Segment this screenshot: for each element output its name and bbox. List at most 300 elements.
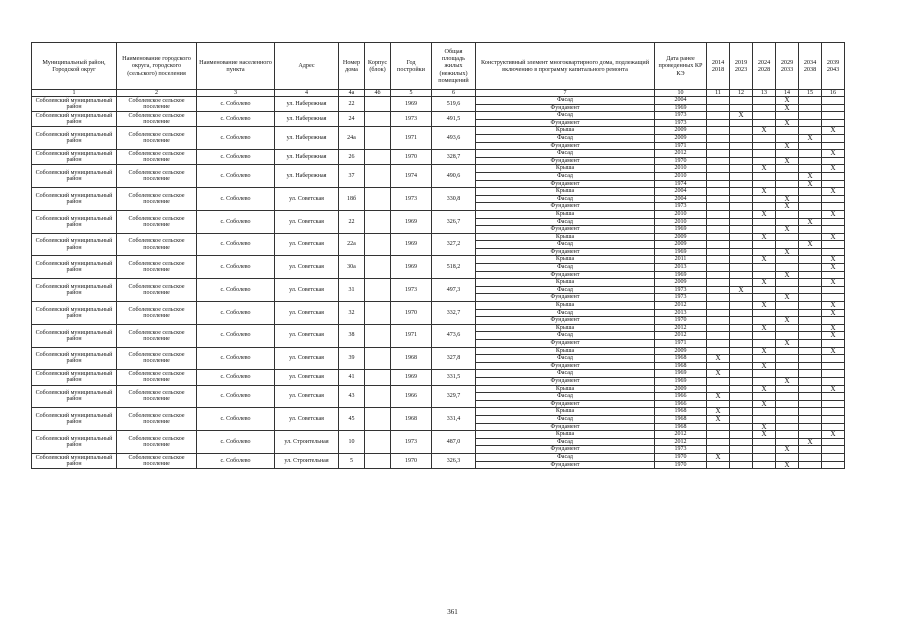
district-cell: Соболевский муниципальный район — [32, 188, 117, 211]
period-mark-cell: X — [776, 142, 799, 150]
period-mark-cell: X — [822, 309, 845, 317]
period-mark-cell — [799, 362, 822, 370]
period-mark-cell — [799, 256, 822, 264]
repair-date-cell: 1970 — [655, 317, 707, 325]
period-mark-cell — [799, 210, 822, 218]
period-mark-cell — [799, 324, 822, 332]
period-mark-cell: X — [822, 188, 845, 196]
column-header: 2039 2043 — [822, 43, 845, 90]
period-mark-cell: X — [753, 347, 776, 355]
period-mark-cell — [799, 446, 822, 454]
column-header: Муниципальный район, Городской округ — [32, 43, 117, 90]
period-mark-cell — [799, 119, 822, 127]
period-mark-cell — [730, 233, 753, 241]
build-year-cell: 1969 — [391, 97, 432, 112]
period-mark-cell: X — [799, 218, 822, 226]
repair-date-cell: 2010 — [655, 165, 707, 173]
element-cell: Крыша — [476, 302, 655, 310]
period-mark-cell — [822, 393, 845, 401]
element-cell: Фасад — [476, 134, 655, 142]
period-mark-cell — [707, 241, 730, 249]
column-number: 14 — [776, 90, 799, 97]
house-number-cell: 22 — [339, 97, 365, 112]
corpus-cell — [365, 112, 391, 127]
settlement-cell: Соболевское сельское поселение — [117, 302, 197, 325]
repair-date-cell: 1974 — [655, 180, 707, 188]
house-number-cell: 37 — [339, 165, 365, 188]
period-mark-cell — [776, 172, 799, 180]
element-cell: Фасад — [476, 393, 655, 401]
repair-date-cell: 2009 — [655, 347, 707, 355]
district-cell: Соболевский муниципальный район — [32, 302, 117, 325]
house-number-cell: 30а — [339, 256, 365, 279]
period-mark-cell — [753, 340, 776, 348]
period-mark-cell — [822, 446, 845, 454]
build-year-cell: 1971 — [391, 127, 432, 150]
period-mark-cell — [707, 180, 730, 188]
document-sheet — [31, 42, 844, 469]
element-cell: Фасад — [476, 355, 655, 363]
corpus-cell — [365, 256, 391, 279]
district-cell: Соболевский муниципальный район — [32, 112, 117, 127]
period-mark-cell — [707, 165, 730, 173]
period-mark-cell — [707, 157, 730, 165]
repair-date-cell: 1969 — [655, 226, 707, 234]
area-cell: 328,7 — [432, 150, 476, 165]
period-mark-cell: X — [776, 294, 799, 302]
period-mark-cell — [707, 294, 730, 302]
address-cell: ул. Строительная — [275, 431, 339, 454]
period-mark-cell: X — [707, 453, 730, 461]
element-cell: Фасад — [476, 97, 655, 105]
element-cell: Фундамент — [476, 104, 655, 112]
period-mark-cell — [707, 286, 730, 294]
address-cell: ул. Советская — [275, 210, 339, 233]
build-year-cell: 1973 — [391, 188, 432, 211]
period-mark-cell — [776, 438, 799, 446]
area-cell: 490,6 — [432, 165, 476, 188]
period-mark-cell — [799, 370, 822, 378]
period-mark-cell — [707, 423, 730, 431]
repair-date-cell: 1973 — [655, 294, 707, 302]
table-row — [32, 256, 845, 264]
repair-date-cell: 1973 — [655, 119, 707, 127]
repair-date-cell: 2012 — [655, 150, 707, 158]
period-mark-cell: X — [822, 150, 845, 158]
period-mark-cell — [730, 188, 753, 196]
period-mark-cell: X — [799, 438, 822, 446]
element-cell: Фундамент — [476, 203, 655, 211]
build-year-cell: 1973 — [391, 279, 432, 302]
build-year-cell: 1970 — [391, 453, 432, 468]
table-row — [32, 302, 845, 310]
period-mark-cell — [753, 112, 776, 120]
repair-date-cell: 2012 — [655, 302, 707, 310]
district-cell: Соболевский муниципальный район — [32, 324, 117, 347]
build-year-cell: 1971 — [391, 324, 432, 347]
corpus-cell — [365, 370, 391, 385]
settlement-cell: Соболевское сельское поселение — [117, 370, 197, 385]
repair-date-cell: 2010 — [655, 218, 707, 226]
area-cell: 473,6 — [432, 324, 476, 347]
period-mark-cell — [776, 332, 799, 340]
element-cell: Крыша — [476, 385, 655, 393]
column-number: 2 — [117, 90, 197, 97]
column-header: Номер дома — [339, 43, 365, 90]
house-number-cell: 45 — [339, 408, 365, 431]
period-mark-cell — [776, 385, 799, 393]
element-cell: Крыша — [476, 165, 655, 173]
element-cell: Фасад — [476, 241, 655, 249]
period-mark-cell — [753, 271, 776, 279]
period-mark-cell — [753, 461, 776, 469]
period-mark-cell — [753, 446, 776, 454]
address-cell: ул. Советская — [275, 324, 339, 347]
period-mark-cell — [799, 317, 822, 325]
repair-date-cell: 2013 — [655, 264, 707, 272]
period-mark-cell — [730, 157, 753, 165]
district-cell: Соболевский муниципальный район — [32, 431, 117, 454]
element-cell: Фундамент — [476, 248, 655, 256]
address-cell: ул. Набережная — [275, 112, 339, 127]
period-mark-cell — [707, 172, 730, 180]
period-mark-cell — [730, 438, 753, 446]
locality-cell: с. Соболево — [197, 347, 275, 370]
period-mark-cell — [707, 264, 730, 272]
repair-date-cell: 1969 — [655, 370, 707, 378]
period-mark-cell — [776, 188, 799, 196]
period-mark-cell — [730, 423, 753, 431]
period-mark-cell — [730, 165, 753, 173]
period-mark-cell — [730, 226, 753, 234]
build-year-cell: 1968 — [391, 347, 432, 370]
period-mark-cell — [799, 112, 822, 120]
period-mark-cell — [707, 142, 730, 150]
period-mark-cell — [707, 112, 730, 120]
period-mark-cell: X — [822, 165, 845, 173]
period-mark-cell — [730, 172, 753, 180]
repair-date-cell: 1969 — [655, 104, 707, 112]
period-mark-cell — [753, 377, 776, 385]
period-mark-cell — [707, 461, 730, 469]
period-mark-cell — [776, 423, 799, 431]
district-cell: Соболевский муниципальный район — [32, 408, 117, 431]
period-mark-cell: X — [822, 210, 845, 218]
repair-date-cell: 2004 — [655, 188, 707, 196]
period-mark-cell — [776, 453, 799, 461]
period-mark-cell — [753, 453, 776, 461]
period-mark-cell — [730, 324, 753, 332]
area-cell: 327,2 — [432, 233, 476, 256]
repair-date-cell: 1968 — [655, 415, 707, 423]
period-mark-cell — [822, 226, 845, 234]
area-cell: 497,3 — [432, 279, 476, 302]
period-mark-cell — [707, 446, 730, 454]
period-mark-cell — [822, 408, 845, 416]
element-cell: Фасад — [476, 415, 655, 423]
period-mark-cell — [707, 119, 730, 127]
period-mark-cell — [707, 134, 730, 142]
column-number: 15 — [799, 90, 822, 97]
corpus-cell — [365, 150, 391, 165]
repair-date-cell: 2009 — [655, 241, 707, 249]
period-mark-cell — [799, 203, 822, 211]
repair-date-cell: 2011 — [655, 256, 707, 264]
table-row — [32, 279, 845, 287]
element-cell: Фундамент — [476, 423, 655, 431]
house-number-cell: 24а — [339, 127, 365, 150]
corpus-cell — [365, 408, 391, 431]
period-mark-cell — [799, 423, 822, 431]
period-mark-cell — [730, 415, 753, 423]
settlement-cell: Соболевское сельское поселение — [117, 279, 197, 302]
period-mark-cell — [822, 112, 845, 120]
period-mark-cell — [799, 309, 822, 317]
settlement-cell: Соболевское сельское поселение — [117, 453, 197, 468]
period-mark-cell — [776, 233, 799, 241]
period-mark-cell — [799, 97, 822, 105]
column-header: Адрес — [275, 43, 339, 90]
period-mark-cell — [822, 180, 845, 188]
period-mark-cell — [799, 271, 822, 279]
element-cell: Фундамент — [476, 317, 655, 325]
period-mark-cell — [822, 453, 845, 461]
period-mark-cell — [707, 431, 730, 439]
period-mark-cell — [730, 385, 753, 393]
period-mark-cell — [707, 438, 730, 446]
period-mark-cell — [730, 256, 753, 264]
district-cell: Соболевский муниципальный район — [32, 370, 117, 385]
period-mark-cell — [776, 355, 799, 363]
period-mark-cell — [776, 309, 799, 317]
table-row — [32, 385, 845, 393]
period-mark-cell: X — [799, 241, 822, 249]
column-header: 2029 2033 — [776, 43, 799, 90]
period-mark-cell — [776, 393, 799, 401]
district-cell: Соболевский муниципальный район — [32, 453, 117, 468]
period-mark-cell: X — [707, 415, 730, 423]
table-row — [32, 408, 845, 416]
period-mark-cell — [730, 142, 753, 150]
period-mark-cell — [707, 347, 730, 355]
column-number: 3 — [197, 90, 275, 97]
table-row — [32, 127, 845, 135]
column-number: 16 — [822, 90, 845, 97]
district-cell: Соболевский муниципальный район — [32, 347, 117, 370]
period-mark-cell — [753, 203, 776, 211]
period-mark-cell: X — [776, 119, 799, 127]
element-cell: Фасад — [476, 112, 655, 120]
house-number-cell: 10 — [339, 431, 365, 454]
table-row — [32, 233, 845, 241]
house-number-cell: 26 — [339, 150, 365, 165]
settlement-cell: Соболевское сельское поселение — [117, 165, 197, 188]
period-mark-cell — [799, 264, 822, 272]
period-mark-cell — [730, 332, 753, 340]
repair-date-cell: 2009 — [655, 279, 707, 287]
period-mark-cell — [730, 362, 753, 370]
repair-date-cell: 1968 — [655, 423, 707, 431]
period-mark-cell — [822, 241, 845, 249]
area-cell: 487,0 — [432, 431, 476, 454]
period-mark-cell: X — [753, 400, 776, 408]
column-header: Год постройки — [391, 43, 432, 90]
repair-date-cell: 1968 — [655, 408, 707, 416]
element-cell: Фундамент — [476, 180, 655, 188]
corpus-cell — [365, 127, 391, 150]
period-mark-cell: X — [822, 264, 845, 272]
settlement-cell: Соболевское сельское поселение — [117, 112, 197, 127]
element-cell: Фасад — [476, 309, 655, 317]
repair-date-cell: 1970 — [655, 461, 707, 469]
column-number: 1 — [32, 90, 117, 97]
period-mark-cell — [753, 142, 776, 150]
house-number-cell: 39 — [339, 347, 365, 370]
period-mark-cell — [776, 400, 799, 408]
period-mark-cell: X — [707, 393, 730, 401]
period-mark-cell — [730, 393, 753, 401]
area-cell: 330,8 — [432, 188, 476, 211]
district-cell: Соболевский муниципальный район — [32, 279, 117, 302]
area-cell: 518,2 — [432, 256, 476, 279]
period-mark-cell — [707, 400, 730, 408]
address-cell: ул. Советская — [275, 347, 339, 370]
period-mark-cell — [822, 286, 845, 294]
house-number-cell: 31 — [339, 279, 365, 302]
period-mark-cell — [753, 134, 776, 142]
period-mark-cell: X — [753, 188, 776, 196]
period-mark-cell — [822, 461, 845, 469]
period-mark-cell — [822, 134, 845, 142]
settlement-cell: Соболевское сельское поселение — [117, 210, 197, 233]
period-mark-cell: X — [753, 324, 776, 332]
address-cell: ул. Советская — [275, 256, 339, 279]
table-row — [32, 347, 845, 355]
period-mark-cell — [776, 112, 799, 120]
table-row — [32, 165, 845, 173]
period-mark-cell — [799, 332, 822, 340]
period-mark-cell: X — [753, 362, 776, 370]
area-cell: 493,6 — [432, 127, 476, 150]
period-mark-cell — [822, 438, 845, 446]
period-mark-cell — [730, 377, 753, 385]
house-number-cell: 22 — [339, 210, 365, 233]
area-cell: 519,6 — [432, 97, 476, 112]
repair-date-cell: 2012 — [655, 438, 707, 446]
period-mark-cell: X — [776, 226, 799, 234]
period-mark-cell — [730, 309, 753, 317]
period-mark-cell — [753, 248, 776, 256]
element-cell: Крыша — [476, 210, 655, 218]
period-mark-cell: X — [822, 385, 845, 393]
period-mark-cell — [753, 172, 776, 180]
locality-cell: с. Соболево — [197, 127, 275, 150]
address-cell: ул. Набережная — [275, 97, 339, 112]
period-mark-cell — [822, 119, 845, 127]
district-cell: Соболевский муниципальный район — [32, 127, 117, 150]
district-cell: Соболевский муниципальный район — [32, 385, 117, 408]
repair-date-cell: 1969 — [655, 271, 707, 279]
period-mark-cell — [822, 104, 845, 112]
column-number: 11 — [707, 90, 730, 97]
table-row — [32, 210, 845, 218]
period-mark-cell — [799, 453, 822, 461]
repair-date-cell: 2009 — [655, 127, 707, 135]
area-cell: 326,7 — [432, 210, 476, 233]
element-cell: Фасад — [476, 150, 655, 158]
period-mark-cell: X — [753, 210, 776, 218]
address-cell: ул. Набережная — [275, 150, 339, 165]
period-mark-cell: X — [753, 127, 776, 135]
repair-date-cell: 1969 — [655, 377, 707, 385]
locality-cell: с. Соболево — [197, 165, 275, 188]
period-mark-cell — [753, 294, 776, 302]
period-mark-cell — [776, 210, 799, 218]
period-mark-cell — [730, 446, 753, 454]
corpus-cell — [365, 324, 391, 347]
period-mark-cell — [822, 271, 845, 279]
period-mark-cell — [753, 355, 776, 363]
period-mark-cell — [707, 218, 730, 226]
element-cell: Фундамент — [476, 446, 655, 454]
element-cell: Фундамент — [476, 271, 655, 279]
column-number: 6 — [432, 90, 476, 97]
period-mark-cell: X — [730, 112, 753, 120]
period-mark-cell: X — [753, 233, 776, 241]
period-mark-cell — [822, 218, 845, 226]
period-mark-cell — [707, 195, 730, 203]
table-header — [32, 43, 845, 97]
period-mark-cell — [799, 340, 822, 348]
repair-date-cell: 2009 — [655, 385, 707, 393]
locality-cell: с. Соболево — [197, 431, 275, 454]
period-mark-cell — [707, 362, 730, 370]
period-mark-cell — [776, 286, 799, 294]
element-cell: Фундамент — [476, 157, 655, 165]
period-mark-cell: X — [753, 165, 776, 173]
period-mark-cell — [799, 415, 822, 423]
house-number-cell: 41 — [339, 370, 365, 385]
period-mark-cell — [776, 264, 799, 272]
address-cell: ул. Советская — [275, 370, 339, 385]
period-mark-cell — [753, 438, 776, 446]
period-mark-cell — [776, 150, 799, 158]
period-mark-cell — [822, 203, 845, 211]
area-cell: 332,7 — [432, 302, 476, 325]
element-cell: Крыша — [476, 408, 655, 416]
period-mark-cell — [753, 370, 776, 378]
period-mark-cell — [730, 97, 753, 105]
column-number: 5 — [391, 90, 432, 97]
house-number-cell: 24 — [339, 112, 365, 127]
period-mark-cell — [799, 400, 822, 408]
corpus-cell — [365, 210, 391, 233]
period-mark-cell: X — [776, 446, 799, 454]
locality-cell: с. Соболево — [197, 188, 275, 211]
period-mark-cell — [730, 340, 753, 348]
corpus-cell — [365, 233, 391, 256]
period-mark-cell: X — [707, 355, 730, 363]
period-mark-cell — [799, 233, 822, 241]
house-number-cell: 43 — [339, 385, 365, 408]
period-mark-cell — [822, 142, 845, 150]
period-mark-cell: X — [776, 195, 799, 203]
period-mark-cell — [822, 317, 845, 325]
house-number-cell: 32 — [339, 302, 365, 325]
settlement-cell: Соболевское сельское поселение — [117, 256, 197, 279]
period-mark-cell — [799, 431, 822, 439]
period-mark-cell — [799, 393, 822, 401]
